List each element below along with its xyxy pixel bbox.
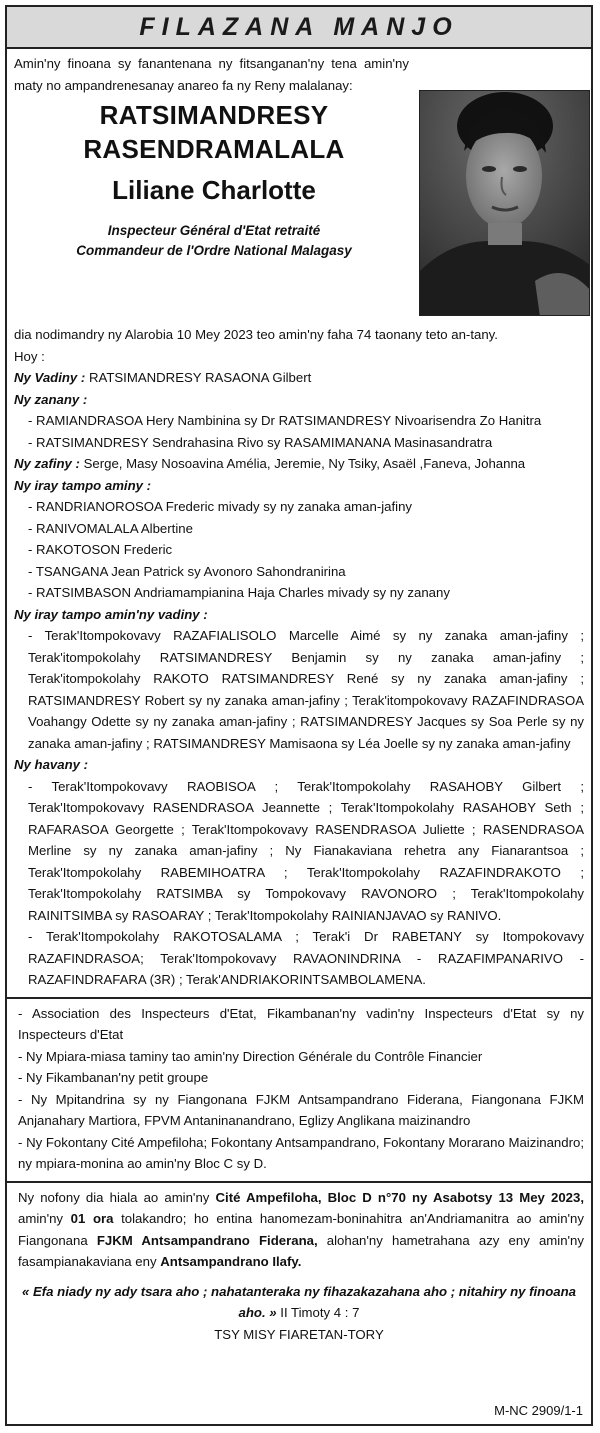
hoy-label: Hoy :	[14, 348, 45, 364]
obituary-notice	[5, 5, 593, 1426]
vadiny-text: RATSIMANDRESY RASAONA Gilbert	[85, 370, 312, 385]
association-item: - Ny Fokontany Cité Ampefiloha; Fokontany Antsampandrano, Fokontany Morarano Maizinandro; ny mpiara-monina ao amin'ny Bloc C sy D.	[18, 1134, 584, 1171]
funeral-details	[14, 1187, 584, 1273]
section-divider	[7, 1181, 591, 1183]
deceased-names	[14, 98, 414, 261]
funeral-time: 01 ora	[70, 1211, 114, 1226]
zafiny-text: Serge, Masy Nosoavina Amélia, Jeremie, Ny Tsiky, Asaël ,Faneva, Johanna	[79, 456, 526, 471]
deceased-surname-1: RATSIMANDRESY	[99, 100, 329, 130]
vadiny-label: Ny Vadiny :	[14, 370, 86, 385]
notice-code: M-NC 2909/1-1	[494, 1403, 583, 1418]
tampo-aminy-item: - RATSIMBASON Andriamampianina Haja Charles mivady sy ny zanany	[28, 585, 450, 600]
zanany-item: - RAMIANDRASOA Hery Nambinina sy Dr RATSIMANDRESY Nivoarisendra Zo Hanitra	[28, 413, 542, 428]
deceased-block	[14, 96, 584, 324]
funeral-church: FJKM Antsampandrano Fiderana,	[96, 1232, 318, 1248]
funeral-text: alohan'ny hametrahana azy eny amin'ny fasampianakaviana eny	[18, 1232, 584, 1269]
zafiny-line	[14, 453, 584, 475]
zanany-item: - RATSIMANDRESY Sendrahasina Rivo sy RASAMIMANANA Masinasandratra	[28, 434, 493, 450]
funeral-burial-place: Antsampandrano Ilafy.	[160, 1254, 302, 1269]
zafiny-label: Ny zafiny :	[14, 456, 80, 471]
zanany-label: Ny zanany :	[14, 391, 88, 407]
tampo-vadiny-text: - Terak'Itompokovavy RAZAFIALISOLO Marcelle Aimé sy ny zanaka aman-jafiny ; Terak'itompokolahy RATSIMANDRESY Benjamin sy ny zanaka aman-jafiny ; Terak'itompokolahy RAKOTO RATSIMANDRESY René sy ny zanaka aman-jafiny ; RATSIMANDRESY Robert sy ny zanaka aman-jafiny ; Terak'itompokovavy RAZAFINDRASOA Voahangy Odette sy ny zanaka aman-jafiny ; RATSIMANDRESY Jacques sy Soa Perle sy ny zanaka aman-jafiny ; RATSIMANDRESY Mamisaona sy Léa Joelle sy ny zanaka aman-jafiny	[28, 628, 584, 751]
deceased-surname-2: RASENDRAMALALA	[83, 134, 345, 164]
deceased-title-2: Commandeur de l'Ordre National Malagasy	[76, 243, 352, 258]
tampo-aminy-label: Ny iray tampo aminy :	[14, 477, 152, 493]
association-item: - Ny Mpitandrina sy ny Fiangonana FJKM Antsampandrano Fiderana, Fiangonana FJKM Anjanahary Martiora, FPVM Antaninanandrano, Eglizy Anglikana maizinandro	[18, 1091, 584, 1128]
tampo-aminy-item: - TSANGANA Jean Patrick sy Avonoro Sahondranirina	[28, 563, 346, 579]
vadiny-line	[14, 367, 584, 389]
funeral-text: tolakandro; ho entina hanomezam-boninahitra an'Andriamanitra ao amin'ny Fiangonana	[18, 1211, 584, 1248]
funeral-text: Ny nofony dia hiala ao amin'ny	[18, 1189, 216, 1205]
notice-header: FILAZANA MANJO	[7, 7, 591, 49]
closing-note: TSY MISY FIARETAN-TORY	[214, 1326, 384, 1342]
tampo-vadiny-label: Ny iray tampo amin'ny vadiny :	[14, 606, 208, 622]
tampo-aminy-item: - RANDRIANOROSOA Frederic mivady sy ny zanaka aman-jafiny	[28, 499, 413, 514]
deceased-photo	[419, 90, 590, 316]
deceased-title-1: Inspecteur Général d'Etat retraité	[107, 223, 321, 238]
havany-label: Ny havany :	[14, 757, 89, 772]
section-divider	[7, 997, 591, 999]
association-item: - Ny Fikambanan'ny petit groupe	[18, 1070, 209, 1085]
funeral-text: amin'ny	[18, 1211, 71, 1226]
association-item: - Association des Inspecteurs d'Etat, Fikambanan'ny vadin'ny Inspecteurs d'Etat sy ny Inspecteurs d'Etat	[18, 1005, 584, 1042]
tampo-aminy-item: - RANIVOMALALA Albertine	[28, 520, 193, 536]
quote-text: « Efa niady ny ady tsara aho ; nahatanteraka ny fihazakazahana aho ; nitahiry ny finoana aho. »	[21, 1283, 577, 1320]
portrait-image	[420, 91, 590, 316]
quote-reference: II Timoty 4 : 7	[276, 1305, 360, 1320]
havany-item: - Terak'Itompokovavy RAOBISOA ; Terak'Itompokolahy RASAHOBY Gilbert ; Terak'Itompokovavy RASENDRASOA Jeannette ; Terak'Itompokolahy RASAHOBY Seth ; RAFARASOA Georgette ; Terak'Itompokovavy RASENDRASOA Juliette ; RASENDRASOA Merline sy ny zanaka aman-jafiny ; Ny Fianakaviana rehetra any Fianarantsoa ; Terak'Itompokolahy RABEMIHOATRA ; Terak'Itompokolahy RAZAFINDRAKOTO ; Terak'Itompokolahy RATSIMBA sy Tompokovavy RAVONORO ; Terak'Itompokolahy RAINITSIMBA sy RASOARAY ; Terak'Itompokolahy RAINIANJAVAO sy RANIVO.	[28, 778, 584, 923]
notice-body	[7, 49, 591, 1345]
havany-item: - Terak'Itompokolahy RAKOTOSALAMA ; Terak'i Dr RABETANY sy Itompokovavy RAZAFINDRASOA; Terak'Itompokovavy RAVAONINDRINA - RAZAFIMPANARIVO - RAZAFINDRAFARA (3R) ; Terak'ANDRIAKORINTSAMBOLAMENA.	[28, 929, 584, 987]
intro-text: Amin'ny finoana sy fanantenana ny fitsanganan'ny tena amin'ny maty no ampandrenesanay anareo fa ny Reny malalanay:	[14, 56, 409, 93]
funeral-location: Cité Ampefiloha, Bloc D n°70 ny Asabotsy 13 Mey 2023,	[215, 1189, 584, 1205]
association-item: - Ny Mpiara-miasa taminy tao amin'ny Direction Générale du Contrôle Financier	[18, 1048, 483, 1064]
deceased-given-names: Liliane Charlotte	[112, 175, 316, 205]
bible-quote	[14, 1281, 584, 1324]
tampo-aminy-item: - RAKOTOSON Frederic	[28, 542, 173, 557]
death-notice: dia nodimandry ny Alarobia 10 Mey 2023 teo amin'ny faha 74 taonany teto an-tany.	[14, 327, 498, 342]
